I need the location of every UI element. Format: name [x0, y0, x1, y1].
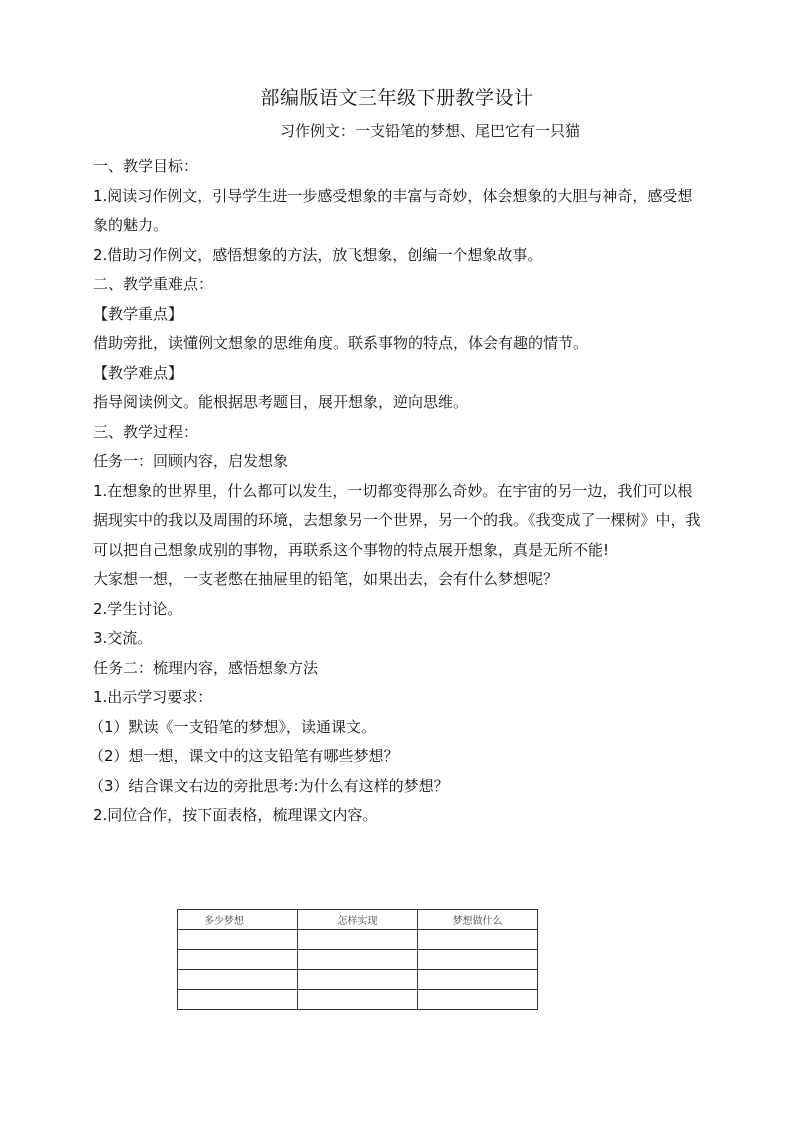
- table-cell[interactable]: [178, 970, 298, 990]
- requirement-3: （3）结合课文右边的旁批思考:为什么有这样的梦想？: [89, 776, 449, 795]
- table-row: [178, 950, 538, 970]
- table-cell[interactable]: [298, 990, 418, 1010]
- table-header-row: [178, 910, 538, 930]
- task-2-heading: 任务二：梳理内容，感悟想象方法: [93, 658, 319, 677]
- difficulty-label: 【教学难点】: [93, 363, 184, 382]
- objective-1: 1.阅读习作例文，引导学生进一步感受想象的丰富与奇妙，体会想象的大胆与神奇，感受想象的魅力。: [93, 186, 693, 234]
- table-cell[interactable]: [418, 970, 538, 990]
- table-header-cell: 怎样实现: [298, 910, 418, 930]
- table-header-cell: 梦想做什么: [418, 910, 538, 930]
- requirement-2: （2）想一想，课文中的这支铅笔有哪些梦想？: [89, 747, 399, 765]
- key-point-text: 借助旁批，读懂例文想象的思维角度。联系事物的特点，体会有趣的情节。: [93, 334, 589, 352]
- task-2-step-1: 1.出示学习要求：: [93, 688, 213, 706]
- section-heading-objectives: 一、教学目标：: [93, 157, 199, 175]
- objective-2: 2.借助习作例文，感悟想象的方法，放飞想象，创编一个想象故事。: [93, 245, 543, 264]
- difficulty-text: 指导阅读例文。能根据思考题目，展开想象，逆向思维。: [93, 393, 469, 411]
- dream-table-wrapper: [177, 909, 538, 1010]
- table-header-cell: 多少梦想: [178, 910, 298, 930]
- task-1-question: 大家想一想，一支老憋在抽屉里的铅笔，如果出去，会有什么梦想呢？: [93, 570, 559, 588]
- table-row: [178, 990, 538, 1010]
- document-title: 部编版语文三年级下册教学设计: [260, 87, 534, 109]
- table-cell[interactable]: [298, 930, 418, 950]
- table-cell[interactable]: [298, 950, 418, 970]
- table-cell[interactable]: [418, 930, 538, 950]
- table-row: [178, 970, 538, 990]
- table-cell[interactable]: [178, 930, 298, 950]
- table-row: [178, 930, 538, 950]
- table-cell[interactable]: [178, 990, 298, 1010]
- document-body: [89, 152, 703, 831]
- key-point-label: 【教学重点】: [93, 304, 184, 323]
- table-cell[interactable]: [418, 990, 538, 1010]
- document-subtitle: 习作例文：一支铅笔的梦想、尾巴它有一只猫: [279, 122, 580, 140]
- task-1-step-3: 3.交流。: [93, 629, 153, 647]
- task-1-paragraph: 1.在想象的世界里，什么都可以发生，一切都变得那么奇妙。在宇宙的另一边，我们可以根据现实中的我以及周围的环境，去想象另一个世界，另一个的我。《我变成了一棵树》中，我可以把自己想象成别的事物，再联系这个事物的特点展开想象，真是无所不能!: [93, 481, 701, 559]
- table-cell[interactable]: [298, 970, 418, 990]
- dream-table: [177, 909, 538, 1010]
- table-cell[interactable]: [418, 950, 538, 970]
- requirement-1: （1）默读《一支铅笔的梦想》，读通课文。: [89, 717, 377, 736]
- table-cell[interactable]: [178, 950, 298, 970]
- task-1-step-2: 2.学生讨论。: [93, 599, 183, 618]
- section-heading-process: 三、教学过程：: [93, 422, 199, 441]
- task-1-heading: 任务一：回顾内容，启发想象: [93, 452, 289, 470]
- section-heading-key-points: 二、教学重难点：: [93, 275, 214, 293]
- task-2-step-2: 2.同位合作，按下面表格，梳理课文内容。: [93, 806, 378, 824]
